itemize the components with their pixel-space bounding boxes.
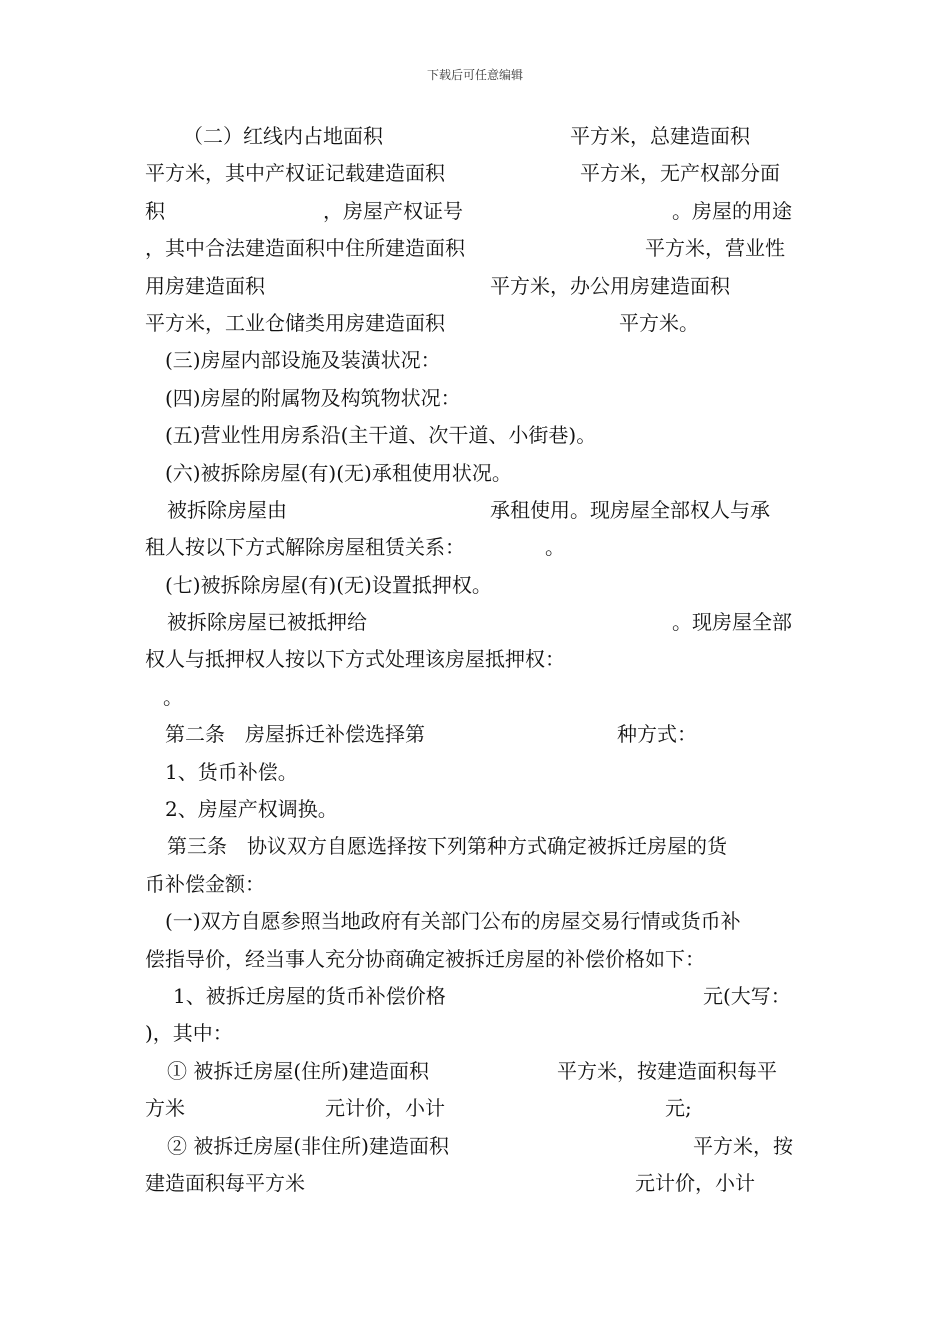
- text-segment: 。: [545, 535, 565, 560]
- text-segment: (六)被拆除房屋(有)(无)承租使用状况。: [165, 460, 512, 485]
- text-segment: （二）红线内占地面积: [183, 124, 383, 148]
- text-line: [145, 978, 807, 1015]
- text-segment: 第三条 协议双方自愿选择按下列第种方式确定被拆迁房屋的货: [167, 834, 727, 859]
- text-line: [145, 1053, 807, 1090]
- text-segment: 。房屋的用途: [672, 198, 792, 223]
- text-line: [145, 417, 807, 454]
- page-header: 下载后可任意编辑: [426, 68, 523, 82]
- text-segment: ② 被拆迁房屋(非住所)建造面积: [167, 1133, 449, 1158]
- text-segment: 平方米，按: [693, 1133, 793, 1158]
- text-segment: 积: [145, 198, 165, 223]
- text-segment: ，其中合法建造面积中住所建造面积: [145, 236, 465, 261]
- text-line: [145, 1090, 807, 1127]
- text-line: [145, 492, 807, 529]
- text-line: [145, 230, 807, 267]
- text-line: [145, 716, 807, 753]
- text-line: [145, 791, 807, 828]
- text-segment: 承租使用。现房屋全部权人与承: [490, 497, 770, 522]
- text-segment: 元计价，小计: [325, 1096, 445, 1121]
- text-line: [145, 1128, 807, 1165]
- text-segment: ① 被拆迁房屋(住所)建造面积: [167, 1058, 429, 1083]
- text-segment: (七)被拆除房屋(有)(无)设置抵押权。: [165, 572, 492, 597]
- text-segment: (三)房屋内部设施及装潢状况：: [165, 348, 441, 373]
- text-line: [145, 268, 807, 305]
- text-segment: ，房屋产权证号: [323, 198, 463, 223]
- text-line: [145, 941, 807, 978]
- text-segment: 方米: [145, 1096, 185, 1121]
- text-segment: 平方米，办公用房建造面积: [490, 273, 730, 298]
- text-line: [145, 903, 807, 940]
- text-line: [145, 754, 807, 791]
- text-segment: 种方式：: [617, 722, 697, 747]
- text-line: [145, 529, 807, 566]
- text-segment: 被拆除房屋由: [167, 497, 287, 522]
- text-segment: 元计价，小计: [635, 1170, 755, 1195]
- text-segment: 1、货币补偿。: [165, 759, 298, 784]
- text-segment: 元(大写：: [703, 983, 791, 1008]
- text-segment: 1、被拆迁房屋的货币补偿价格: [173, 983, 446, 1008]
- text-segment: 用房建造面积: [145, 273, 265, 298]
- text-line: [145, 455, 807, 492]
- text-segment: 2、房屋产权调换。: [165, 797, 338, 822]
- text-segment: 平方米，按建造面积每平: [557, 1058, 777, 1083]
- text-segment: 租人按以下方式解除房屋租赁关系：: [145, 535, 465, 560]
- text-line: [145, 193, 807, 230]
- text-segment: 建造面积每平方米: [145, 1170, 305, 1195]
- text-segment: 。现房屋全部: [672, 610, 792, 635]
- text-segment: 平方米，工业仓储类用房建造面积: [145, 310, 445, 335]
- text-segment: (一)双方自愿参照当地政府有关部门公布的房屋交易行情或货币补: [165, 909, 741, 934]
- text-segment: 元;: [665, 1096, 692, 1121]
- text-segment: )，其中：: [145, 1021, 233, 1046]
- text-line: [145, 866, 807, 903]
- text-segment: 平方米。: [619, 310, 699, 335]
- text-line: [145, 155, 807, 192]
- document-body: [145, 118, 807, 1202]
- text-segment: 偿指导价，经当事人充分协商确定被拆迁房屋的补偿价格如下：: [145, 946, 705, 971]
- text-line: [145, 305, 807, 342]
- text-segment: 被拆除房屋已被抵押给: [167, 610, 367, 635]
- text-line: [145, 380, 807, 417]
- text-line: [145, 679, 807, 716]
- text-segment: 平方米，无产权部分面: [580, 161, 780, 186]
- text-line: [145, 641, 807, 678]
- text-line: [145, 1015, 807, 1052]
- text-line: [145, 342, 807, 379]
- text-segment: (四)房屋的附属物及构筑物状况：: [165, 385, 461, 410]
- text-line: [145, 604, 807, 641]
- text-line: [145, 118, 807, 155]
- text-line: [145, 1165, 807, 1202]
- text-segment: 平方米，总建造面积: [570, 124, 750, 148]
- text-segment: 平方米，其中产权证记载建造面积: [145, 161, 445, 186]
- text-segment: 权人与抵押权人按以下方式处理该房屋抵押权：: [145, 647, 565, 672]
- text-segment: 。: [163, 684, 183, 709]
- text-segment: (五)营业性用房系沿(主干道、次干道、小街巷)。: [165, 423, 597, 448]
- text-segment: 平方米，营业性: [645, 236, 785, 261]
- text-segment: 币补偿金额：: [145, 871, 265, 896]
- text-line: [145, 828, 807, 865]
- text-segment: 第二条 房屋拆迁补偿选择第: [165, 722, 425, 747]
- text-line: [145, 567, 807, 604]
